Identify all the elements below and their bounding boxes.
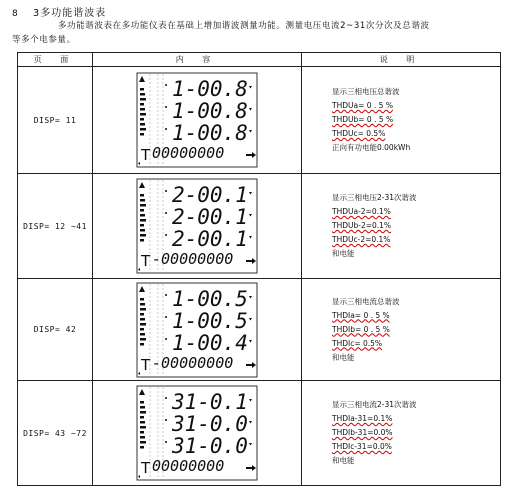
description-cell — [302, 174, 501, 279]
phase-marker — [165, 397, 167, 399]
lcd-energy-line: -00000000 — [152, 250, 234, 268]
phase-marker — [165, 128, 167, 130]
description-value: THDIb-31=0.0% — [332, 428, 393, 437]
description-value: THDIa-31=0.1% — [332, 414, 393, 423]
bar-graph-indicator — [139, 182, 146, 242]
lcd-t-indicator: T — [141, 146, 151, 164]
intro-paragraph — [12, 19, 500, 47]
description-value: THDUa-2=0.1% — [332, 207, 391, 216]
table-header-row — [18, 53, 501, 67]
lcd-screen — [136, 282, 258, 378]
description-title: 显示三相电流总谐波 — [332, 296, 400, 306]
table-row — [18, 174, 501, 279]
energy-arrow-icon — [246, 465, 256, 471]
unit-arrow-icon — [249, 296, 252, 299]
left-arrow-icon — [138, 475, 140, 478]
description-footer: 正向有功电能0.00kWh — [332, 143, 411, 152]
unit-arrow-icon — [249, 192, 252, 195]
energy-arrow-icon — [246, 362, 256, 368]
lcd-value-line: 31-0.1 — [172, 390, 248, 414]
unit-arrow-icon — [249, 340, 252, 343]
unit-arrow-icon — [249, 86, 252, 89]
left-arrow-icon — [138, 162, 140, 165]
disp-code: DISP= 43 ~72 — [18, 381, 93, 486]
lcd-value-line: 2-00.1 — [172, 227, 248, 251]
energy-arrow-icon — [246, 152, 256, 158]
lcd-value-line: 1-00.8 — [172, 99, 248, 123]
section-number: 8 — [12, 9, 19, 19]
header-content: 内 容 — [93, 53, 302, 67]
lcd-t-indicator: T — [141, 355, 151, 374]
lcd-energy-line: -00000000 — [152, 353, 234, 372]
phase-marker — [165, 294, 167, 296]
description-value: THDUc-2=0.1% — [332, 235, 391, 244]
phase-marker — [165, 234, 167, 236]
description-footer: 和电能 — [332, 249, 355, 258]
description-title: 显示三相电压总谐波 — [332, 87, 400, 96]
description-value: THDUa= 0 . 5 % — [332, 101, 393, 110]
description-value: THDUc= 0.5% — [332, 129, 386, 138]
display-page-table — [17, 52, 501, 486]
energy-arrow-icon — [246, 258, 256, 264]
phase-marker — [165, 316, 167, 318]
intro-line-2: 等多个电参量。 — [12, 35, 76, 45]
table-row — [18, 67, 501, 174]
lcd-value-line: 1-00.8 — [172, 77, 248, 101]
description-value: THDIc= 0.5% — [332, 338, 383, 348]
lcd-value-line: 1-00.5 — [172, 308, 248, 333]
description-value: THDIa= 0 . 5 % — [332, 310, 390, 320]
lcd-display-cell — [93, 174, 302, 279]
description-value: THDIc-31=0.0% — [332, 442, 392, 451]
lcd-energy-line: 00000000 — [152, 144, 225, 162]
disp-code: DISP= 12 ~41 — [18, 174, 93, 279]
description-value: THDIb= 0 . 5 % — [332, 324, 390, 334]
description-value: THDUb-2=0.1% — [332, 221, 392, 230]
header-description: 说 明 — [302, 53, 501, 67]
phase-marker — [165, 419, 167, 421]
table-row — [18, 381, 501, 486]
lcd-screen — [136, 72, 258, 168]
description-footer: 和电能 — [332, 352, 355, 362]
unit-arrow-icon — [249, 399, 252, 402]
unit-arrow-icon — [249, 318, 252, 321]
phase-marker — [165, 441, 167, 443]
header-page: 页 面 — [18, 53, 93, 67]
lcd-screen — [136, 385, 258, 481]
table-row — [18, 279, 501, 381]
description-title: 显示三相电流2-31次谐波 — [332, 400, 417, 409]
lcd-display-cell — [93, 381, 302, 486]
unit-arrow-icon — [249, 443, 252, 446]
disp-code: DISP= 42 — [18, 279, 93, 381]
bar-graph-indicator — [139, 389, 146, 449]
phase-marker — [165, 84, 167, 86]
unit-arrow-icon — [249, 108, 252, 111]
description-title: 显示三相电压2-31次谐波 — [332, 193, 417, 202]
phase-marker — [165, 338, 167, 340]
lcd-value-line: 2-00.1 — [172, 205, 248, 229]
lcd-display-cell — [93, 279, 302, 381]
description-footer: 和电能 — [332, 456, 355, 465]
left-arrow-icon — [138, 372, 140, 375]
disp-code: DISP= 11 — [18, 67, 93, 174]
lcd-t-indicator: T — [141, 252, 151, 270]
intro-line-1: 多功能谐波表在多功能仪表在基础上增加谐波测量功能。测量电压电流2~31次分次及总谐波 — [58, 21, 430, 31]
unit-arrow-icon — [249, 130, 252, 133]
lcd-value-line: 1-00.5 — [172, 286, 248, 311]
description-cell — [302, 381, 501, 486]
phase-marker — [165, 212, 167, 214]
lcd-screen — [136, 178, 258, 274]
phase-marker — [165, 190, 167, 192]
lcd-value-line: 1-00.8 — [172, 121, 248, 145]
lcd-value-line: 31-0.0 — [172, 434, 248, 458]
lcd-energy-line: 00000000 — [152, 457, 225, 475]
unit-arrow-icon — [249, 236, 252, 239]
lcd-value-line: 31-0.0 — [172, 412, 248, 436]
description-cell — [302, 279, 501, 381]
bar-graph-indicator — [139, 286, 146, 346]
lcd-t-indicator: T — [141, 459, 151, 477]
lcd-value-line: 2-00.1 — [172, 183, 248, 207]
unit-arrow-icon — [249, 214, 252, 217]
lcd-value-line: 1-00.4 — [172, 330, 248, 355]
left-arrow-icon — [138, 268, 140, 271]
lcd-display-cell — [93, 67, 302, 174]
bar-graph-indicator — [139, 76, 146, 136]
section-heading — [12, 4, 106, 19]
phase-marker — [165, 106, 167, 108]
description-value: THDUb= 0 . 5 % — [332, 115, 394, 124]
section-title: 3多功能谐波表 — [32, 8, 107, 19]
unit-arrow-icon — [249, 421, 252, 424]
description-cell — [302, 67, 501, 174]
